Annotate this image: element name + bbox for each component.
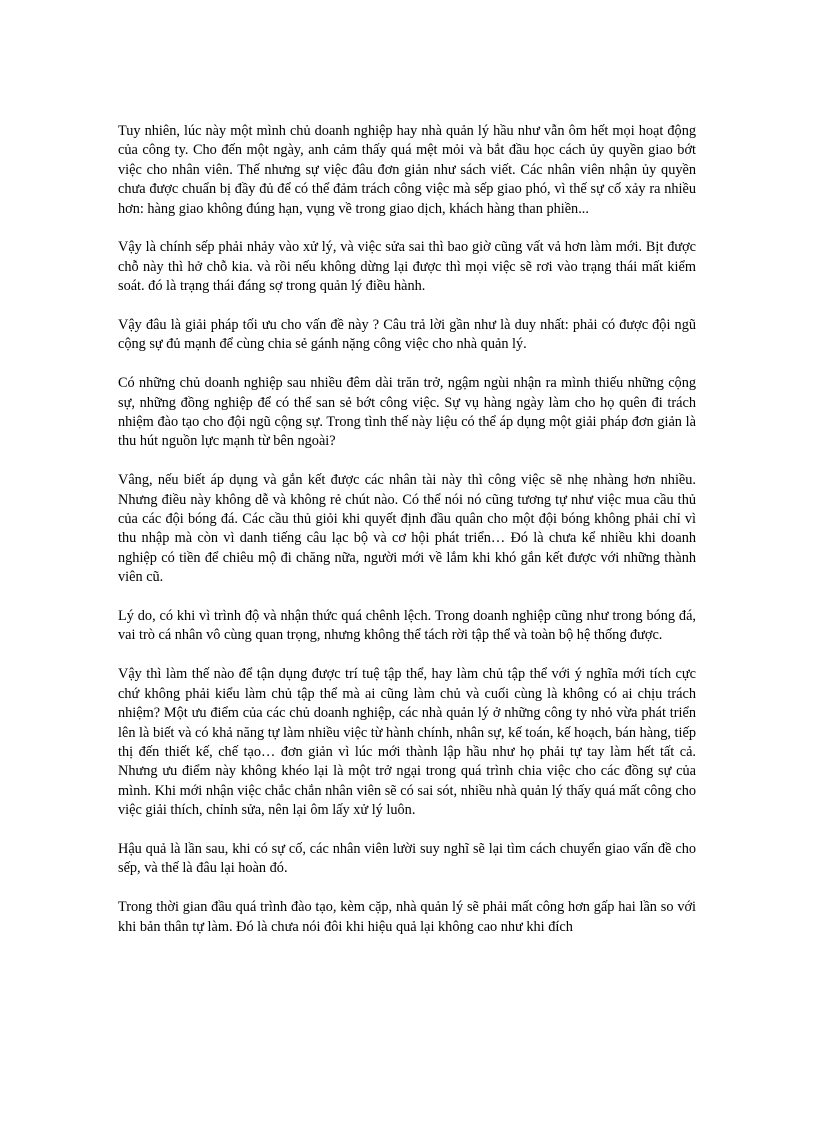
paragraph-lacking-colleagues: Có những chủ doanh nghiệp sau nhiều đêm dài trăn trở, ngậm ngùi nhận ra mình thiếu những cộng sự, những đồng nghiệp để có thể san sẻ bớt công việc. Sự vụ hàng ngày làm cho họ quên đi trách nhiệm đào tạo cho đội ngũ cộng sự. Trong tình thế này liệu có thể áp dụng một giải pháp đơn giản là thu hút nguồn lực mạnh từ bên ngoài? [118, 375, 696, 450]
paragraph-fixing-mistakes: Vậy là chính sếp phải nhảy vào xử lý, và việc sửa sai thì bao giờ cũng vất vả hơn làm mới. Bịt được chỗ này thì hở chỗ kia. và rồi nếu không dừng lại được thì mọi việc sẽ rơi vào trạng thái mất kiểm soát. đó là trạng thái đáng sợ trong quản lý điều hành. [118, 239, 696, 295]
document-page [118, 122, 696, 937]
paragraph-external-talent: Vâng, nếu biết áp dụng và gắn kết được các nhân tài này thì công việc sẽ nhẹ nhàng hơn nhiều. Nhưng điều này không dễ và không rẻ chút nào. Có thể nói nó cũng tương tự như việc mua cầu thủ của các đội bóng đá. Các cầu thủ giỏi khi quyết định đầu quân cho một đội bóng không phải chỉ vì thu nhập mà còn vì danh tiếng câu lạc bộ và cơ hội phát triển… Đó là chưa kể nhiều khi doanh nghiệp có tiền để chiêu mộ đi chăng nữa, người mới về lắm khi khó gắn kết được với những thành viên cũ. [118, 472, 696, 586]
paragraph-training-period: Trong thời gian đầu quá trình đào tạo, kèm cặp, nhà quản lý sẽ phải mất công hơn gấp hai lần so với khi bản thân tự làm. Đó là chưa nói đôi khi hiệu quả lại không cao như khi đích [118, 899, 696, 935]
paragraph-consequence: Hậu quả là lần sau, khi có sự cố, các nhân viên lười suy nghĩ sẽ lại tìm cách chuyển giao vấn đề cho sếp, và thế là đâu lại hoàn đó. [118, 840, 696, 877]
paragraph-delegation-problems: Tuy nhiên, lúc này một mình chủ doanh nghiệp hay nhà quản lý hầu như vẫn ôm hết mọi hoạt động của công ty. Cho đến một ngày, anh cảm thấy quá mệt mỏi và bắt đầu học cách ủy quyền giao bớt việc cho nhân viên. Thế nhưng sự việc đâu đơn giản như sách viết. Các nhân viên nhận ủy quyền chưa được chuẩn bị đầy đủ để có thể đảm trách công việc mà sếp giao phó, vì thế sự cố xảy ra nhiều hơn: hàng giao không đúng hạn, vụng về trong giao dịch, khách hàng than phiền... [118, 123, 696, 217]
paragraph-collective-intelligence: Vậy thì làm thế nào để tận dụng được trí tuệ tập thể, hay làm chủ tập thể với ý nghĩa mới tích cực chứ không phải kiểu làm chủ tập thể mà ai cũng làm chủ và cuối cùng là không có ai chịu trách nhiệm? Một ưu điểm của các chủ doanh nghiệp, các nhà quản lý ở những công ty nhỏ vừa phát triển lên là biết và có khả năng tự làm nhiều việc từ hành chính, nhân sự, kế toán, kế hoạch, bán hàng, tiếp thị đến thiết kế, chế tạo… đơn giản vì lúc mới thành lập hầu như họ phải tự tay làm hết tất cả. Nhưng ưu điểm này không khéo lại là một trở ngại trong quá trình chia việc cho các đồng sự của mình. Khi mới nhận việc chắc chắn nhân viên sẽ có sai sót, nhiều nhà quản lý thấy quá mất công cho việc giải thích, chỉnh sửa, nên lại ôm lấy xử lý luôn. [118, 666, 696, 819]
paragraph-optimal-solution: Vậy đâu là giải pháp tối ưu cho vấn đề này ? Câu trả lời gần như là duy nhất: phải có được đội ngũ cộng sự đủ mạnh để cùng chia sẻ gánh nặng công việc cho nhà quản lý. [118, 317, 696, 353]
paragraph-reason-gap: Lý do, có khi vì trình độ và nhận thức quá chênh lệch. Trong doanh nghiệp cũng như trong bóng đá, vai trò cá nhân vô cùng quan trọng, nhưng không thể tách rời tập thể và toàn bộ hệ thống được. [118, 608, 696, 644]
